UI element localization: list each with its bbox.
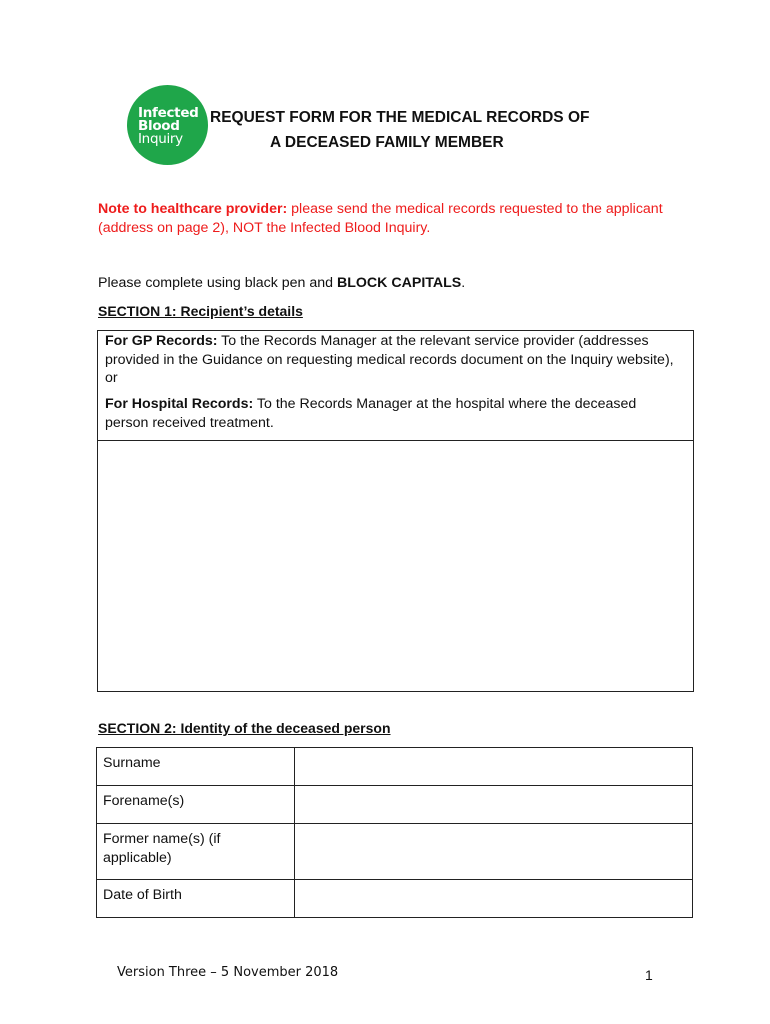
table-row — [97, 824, 693, 880]
page-number: 1 — [645, 967, 653, 983]
recipient-details-box — [97, 330, 694, 692]
document-version: Version Three – 5 November 2018 — [117, 965, 339, 980]
recipient-instructions — [98, 331, 693, 441]
date-of-birth-label: Date of Birth — [97, 880, 295, 918]
hospital-records-paragraph — [105, 395, 680, 432]
infected-blood-inquiry-logo — [127, 85, 208, 165]
deceased-identity-table — [96, 747, 693, 918]
form-title-line-1: REQUEST FORM FOR THE MEDICAL RECORDS OF — [210, 109, 590, 126]
logo-line-blood: Blood — [138, 118, 180, 134]
note-text: please send the medical records requested to the applicant (address on page 2), NOT the Infected Blood Inquiry. — [98, 201, 663, 236]
completion-instructions — [98, 275, 465, 291]
logo-line-infected: Infected — [138, 105, 199, 121]
gp-records-text: To the Records Manager at the relevant service provider (addresses provided in the Guidance on requesting medical records document on the Inquiry website), or — [105, 333, 674, 386]
forenames-label: Forename(s) — [97, 786, 295, 824]
forenames-field[interactable] — [295, 786, 693, 824]
instructions-emphasis: BLOCK CAPITALS — [336, 275, 462, 291]
table-row — [97, 748, 693, 786]
healthcare-provider-note — [98, 200, 688, 237]
form-title-line-2: A DECEASED FAMILY MEMBER — [270, 134, 504, 151]
former-names-field[interactable] — [295, 824, 693, 880]
recipient-address-field[interactable] — [98, 441, 693, 691]
table-row — [97, 786, 693, 824]
section-2-heading: SECTION 2: Identity of the deceased person — [98, 720, 391, 736]
surname-field[interactable] — [295, 748, 693, 786]
former-names-label: Former name(s) (if applicable) — [97, 824, 295, 880]
surname-label: Surname — [97, 748, 295, 786]
table-row — [97, 880, 693, 918]
logo-line-inquiry: Inquiry — [138, 131, 183, 147]
gp-records-paragraph — [105, 332, 680, 388]
section-1-heading: SECTION 1: Recipient’s details — [98, 303, 303, 319]
hospital-records-label: For Hospital Records: — [105, 396, 254, 412]
date-of-birth-field[interactable] — [295, 880, 693, 918]
note-label: Note to healthcare provider: — [98, 201, 288, 217]
gp-records-label: For GP Records: — [105, 333, 218, 349]
hospital-records-text: To the Records Manager at the hospital where the deceased person received treatment. — [105, 396, 637, 431]
instructions-suffix: . — [461, 275, 466, 291]
instructions-prefix: Please complete using black pen and — [98, 275, 337, 291]
